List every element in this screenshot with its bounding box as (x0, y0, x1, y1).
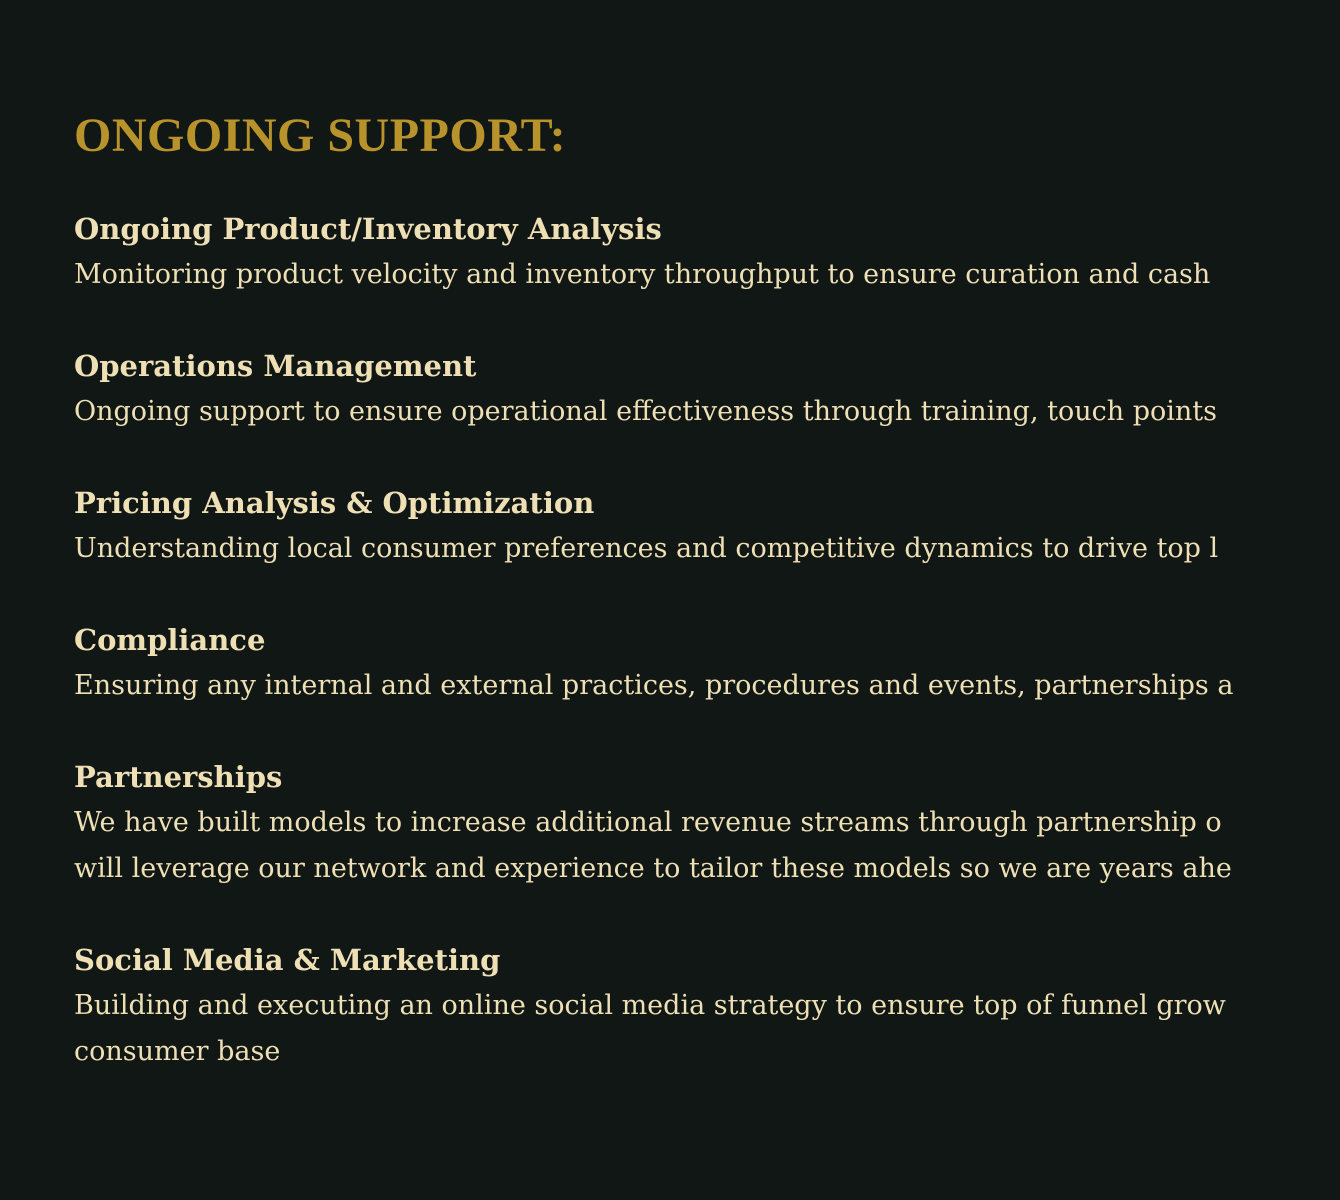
page-title: ONGOING SUPPORT: (74, 109, 567, 162)
item-heading: Compliance (74, 623, 266, 657)
support-item-social-media-marketing (74, 937, 1272, 1075)
item-heading: Ongoing Product/Inventory Analysis (74, 212, 662, 246)
item-heading: Pricing Analysis & Optimization (74, 486, 595, 520)
support-item-pricing-analysis (74, 480, 1272, 572)
support-item-operations-management (74, 343, 1272, 435)
item-heading: Social Media & Marketing (74, 943, 501, 977)
item-description: Monitoring product velocity and inventory throughput to ensure curation and cash (74, 259, 1211, 290)
support-item-inventory-analysis (74, 206, 1272, 298)
item-description: Ensuring any internal and external practices, procedures and events, partnerships a (74, 670, 1234, 701)
item-heading: Partnerships (74, 760, 283, 794)
item-description-line-2: will leverage our network and experience to tailor these models so we are years ahe (74, 853, 1232, 884)
support-items-list (74, 206, 1272, 1075)
support-content (74, 108, 1272, 1120)
support-item-compliance (74, 617, 1272, 709)
item-description-line-2: consumer base (74, 1036, 281, 1067)
item-description-line-1: Building and executing an online social media strategy to ensure top of funnel grow (74, 990, 1226, 1021)
item-description-line-1: We have built models to increase additional revenue streams through partnership o (74, 807, 1222, 838)
item-description: Ongoing support to ensure operational effectiveness through training, touch points (74, 396, 1217, 427)
item-heading: Operations Management (74, 349, 477, 383)
support-item-partnerships (74, 754, 1272, 892)
item-description: Understanding local consumer preferences and competitive dynamics to drive top l (74, 533, 1219, 564)
